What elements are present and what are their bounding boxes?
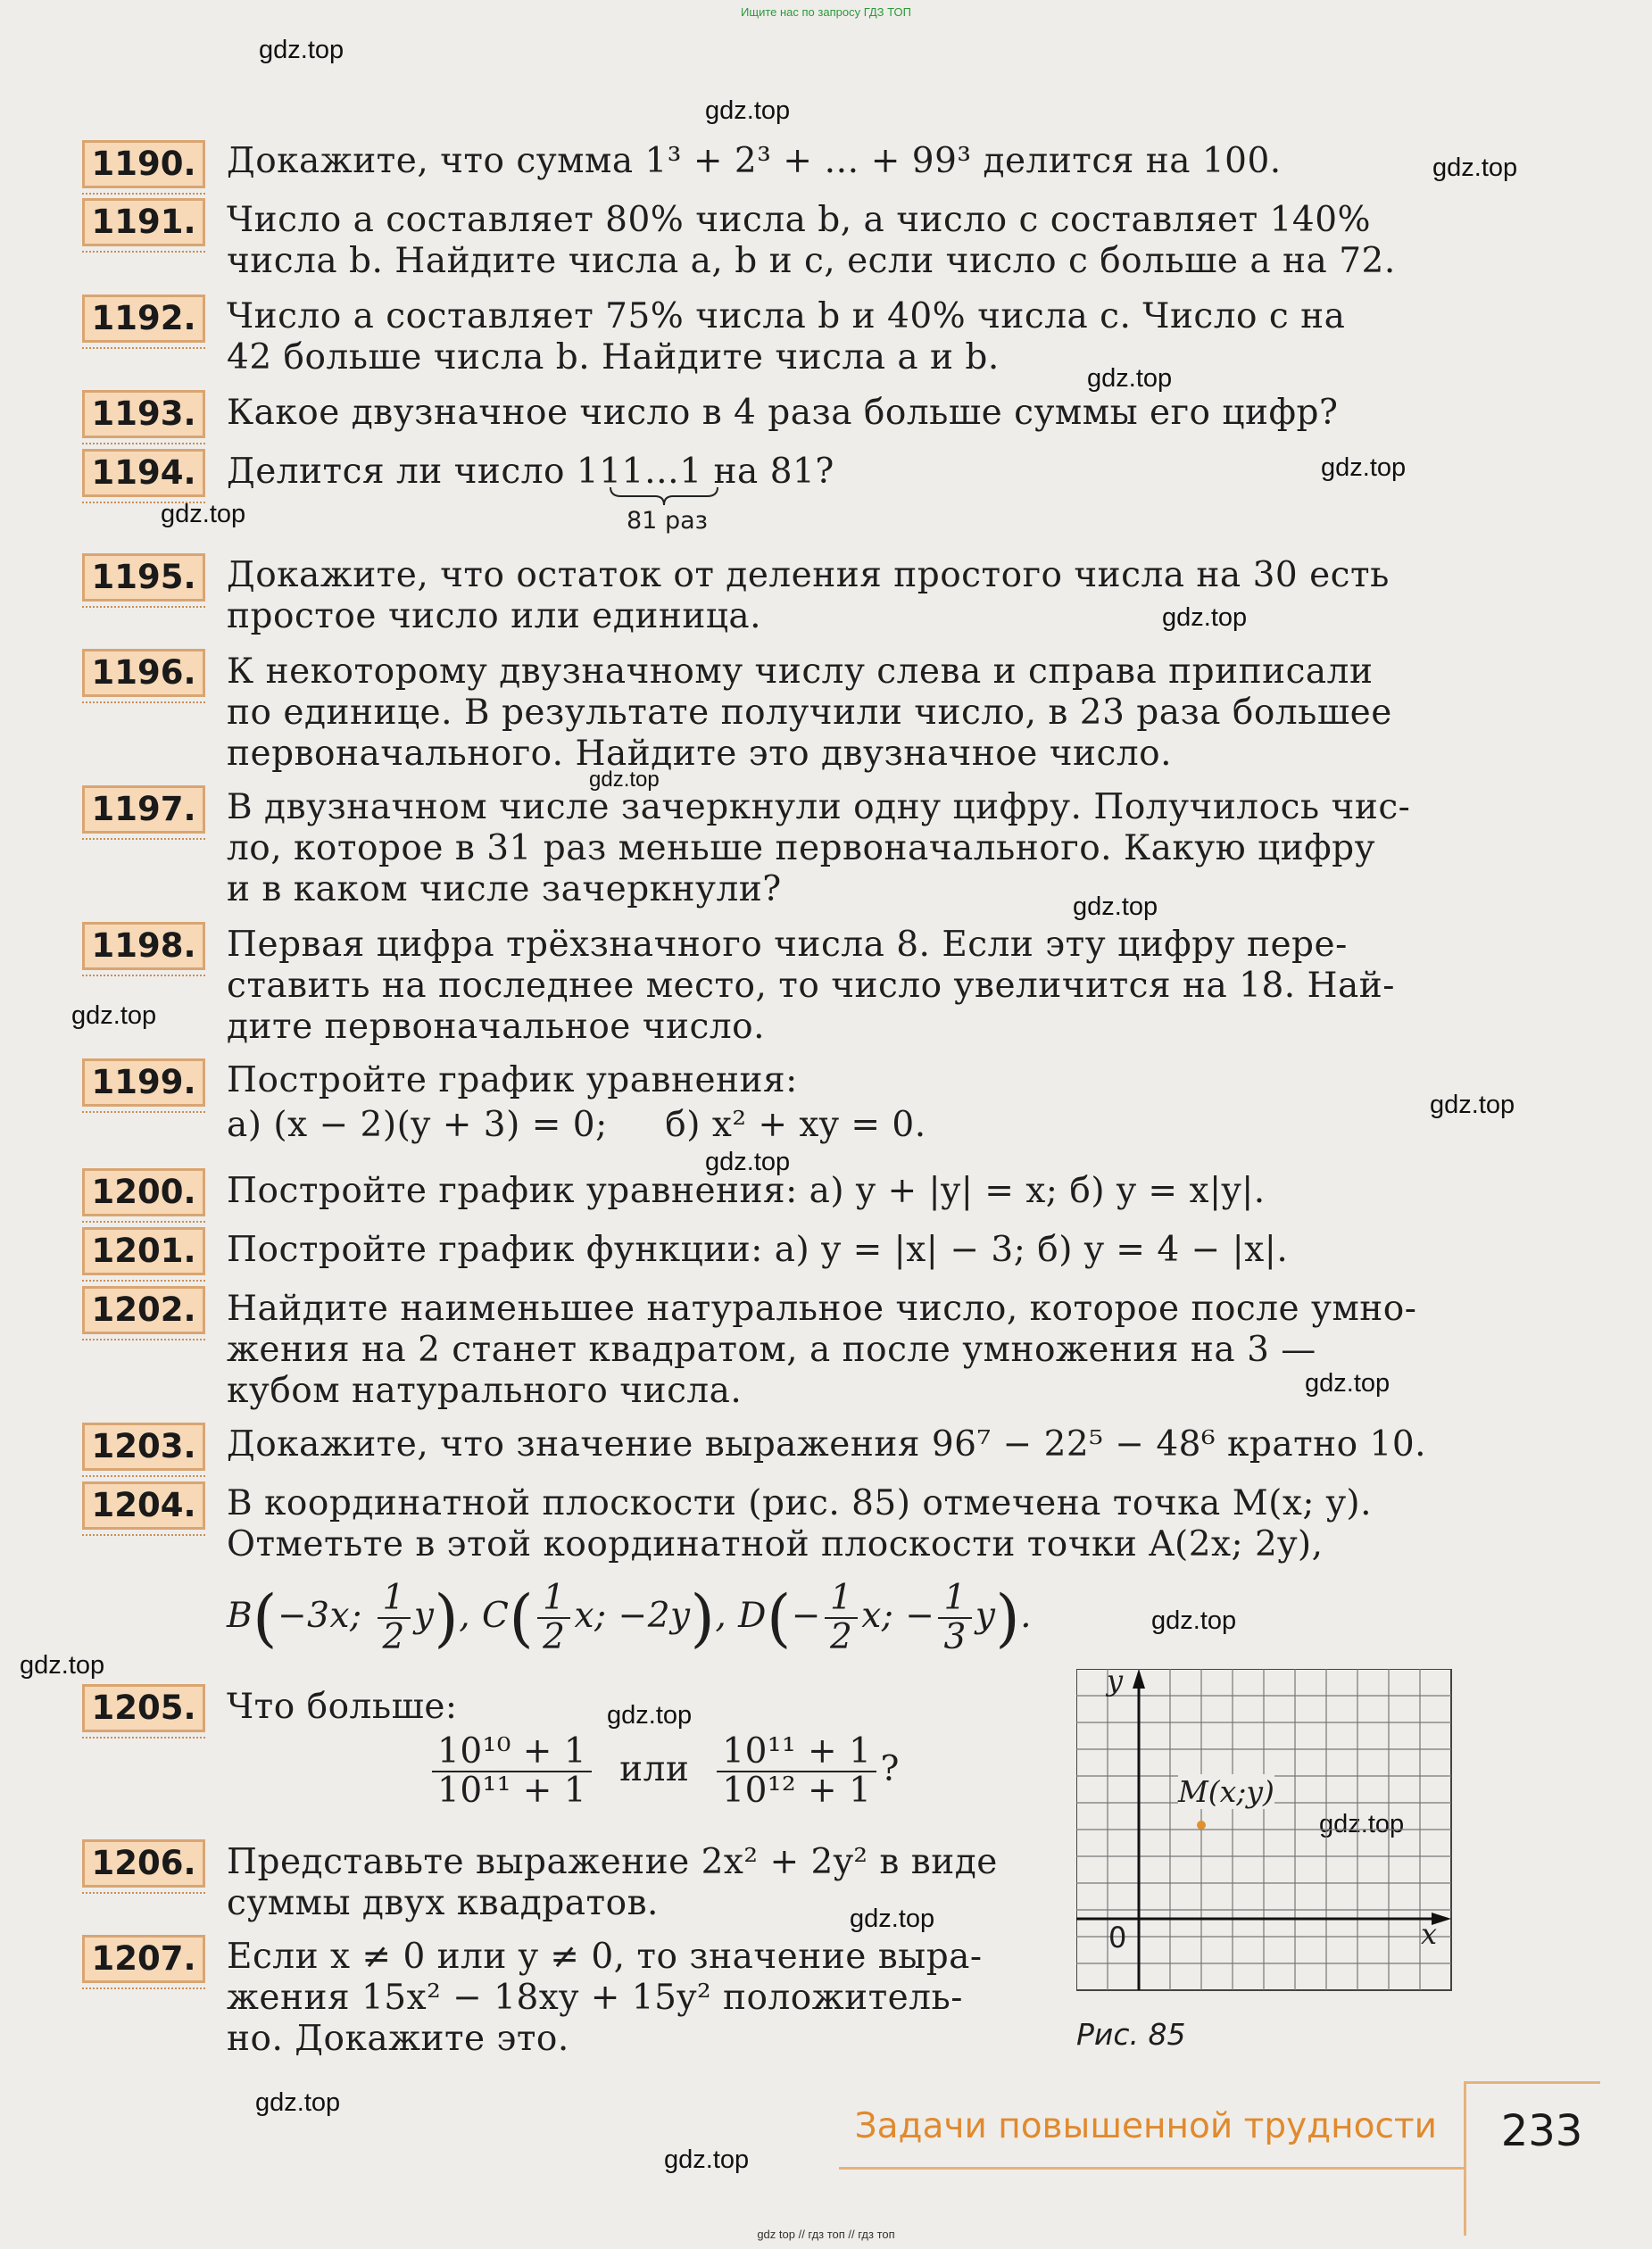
point-m [1197,1821,1206,1830]
underbrace-label: 81 раз [627,507,708,535]
problem-text: простое число или единица. [227,596,762,636]
origin-label: 0 [1108,1921,1127,1954]
watermark: gdz.top [1432,154,1518,182]
watermark: gdz.top [20,1651,105,1680]
watermark: gdz.top [1305,1369,1391,1398]
figure-caption: Рис. 85 [1076,2017,1186,2052]
watermark: gdz.top [607,1701,693,1730]
watermark: gdz.top [1319,1810,1405,1838]
bottom-banner: gdz top // гдз топ // гдз топ [757,2228,895,2241]
problem-text: Если x ≠ 0 или y ≠ 0, то значение выра- [227,1937,983,1977]
problem-number: 1198. [82,922,205,970]
problem-text: но. Докажите это. [227,2019,569,2059]
watermark: gdz.top [705,96,791,125]
problem-number: 1196. [82,649,205,697]
watermark: gdz.top [255,2088,341,2117]
problem-number: 1202. [82,1286,205,1334]
watermark: gdz.top [705,1148,791,1176]
watermark: gdz.top [850,1905,935,1933]
problem-number: 1200. [82,1168,205,1216]
problem-text: К некоторому двузначному числу слева и справа приписали [227,651,1374,692]
watermark: gdz.top [1321,453,1407,482]
problem-text: ставить на последнее место, то число увеличится на 18. Най- [227,966,1395,1006]
problem-text: В координатной плоскости (рис. 85) отмечена точка M(x; y). [227,1483,1373,1523]
x-axis-label: x [1421,1917,1438,1951]
y-axis-arrow [1133,1669,1145,1689]
underbrace [609,485,719,507]
footer-divider [839,2167,1464,2170]
problem-number: 1199. [82,1058,205,1107]
problem-text: Постройте график функции: а) y = |x| − 3; б) y = 4 − |x|. [227,1230,1289,1270]
problem-text: суммы двух квадратов. [227,1883,659,1923]
problem-text: ло, которое в 31 раз меньше первоначального. Какую цифру [227,828,1376,868]
problem-text: Какое двузначное число в 4 раза больше суммы его цифр? [227,393,1339,433]
problem-number: 1193. [82,390,205,438]
problem-number: 1192. [82,295,205,343]
page-number-box [1464,2081,1600,2236]
problem-number: 1197. [82,785,205,834]
problem-text: Что больше: [227,1687,458,1727]
problem-number: 1191. [82,198,205,246]
problem-text: по единице. В результате получили число, в 23 раза большее [227,693,1392,733]
problem-number: 1194. [82,449,205,497]
problem-text: числа b. Найдите числа a, b и c, если число c больше a на 72. [227,241,1396,281]
problem-text: жения 15x² − 18xy + 15y² положитель- [227,1978,963,2018]
problem-number: 1204. [82,1481,205,1530]
problem-text: В двузначном числе зачеркнули одну цифру. Получилось чис- [227,787,1411,827]
watermark: gdz.top [1073,892,1158,921]
watermark: gdz.top [664,2145,750,2174]
problem-number: 1201. [82,1227,205,1275]
watermark: gdz.top [1162,603,1248,632]
problem-text: кубом натурального числа. [227,1371,743,1411]
problem-number: 1206. [82,1839,205,1888]
coordinate-figure [1076,1669,1458,1992]
watermark: gdz.top [1151,1606,1237,1635]
watermark: gdz.top [1087,364,1173,393]
problem-text: Представьте выражение 2x² + 2y² в виде [227,1842,998,1882]
problem-text: Делится ли число 111…1 на 81? [227,452,834,492]
problem-text: Отметьте в этой координатной плоскости точки A(2x; 2y), [227,1524,1324,1564]
problem-text: Число a составляет 75% числа b и 40% числа c. Число c на [227,296,1346,336]
problem-text: и в каком числе зачеркнули? [227,869,782,909]
problem-text: 42 больше числа b. Найдите числа a и b. [227,337,1000,378]
problem-number: 1195. [82,553,205,602]
problem-text: Докажите, что значение выражения 96⁷ − 22⁵ − 48⁶ кратно 10. [227,1424,1427,1465]
watermark: gdz.top [589,768,660,792]
top-banner: Ищите нас по запросу ГДЗ ТОП [741,5,911,19]
watermark: gdz.top [161,500,246,528]
problem-text: Число a составляет 80% числа b, а число c составляет 140% [227,200,1372,240]
problem-text: дите первоначальное число. [227,1007,766,1047]
watermark: gdz.top [259,36,345,64]
problem-number: 1207. [82,1935,205,1983]
problem-text: первоначального. Найдите это двузначное число. [227,734,1172,774]
watermark: gdz.top [1430,1091,1515,1119]
points-line: B(−3x; $\frac{1}{2}$ y), C( $\frac{1}{2}$ x; −2y), D(− $\frac{1}{2}$ x; − $\frac{1}{3}$ y). [227,1578,1033,1657]
y-axis-label: y [1107,1664,1124,1697]
problem-text: Постройте график уравнения: а) y + |y| = x; б) y = x|y|. [227,1171,1266,1211]
problem-text: Первая цифра трёхзначного числа 8. Если эту цифру пере- [227,925,1348,965]
problem-text: Постройте график уравнения: [227,1060,798,1100]
page-number: 233 [1500,2106,1583,2156]
fraction-comparison: $\frac{\text{10¹⁰ + 1}}{\text{10¹¹ + 1}}$ или $\frac{\text{10¹¹ + 1}}{\text{10¹² + 1}}$ ? [428,1733,1652,1810]
section-title: Задачи повышенной трудности [854,2106,1437,2146]
watermark: gdz.top [71,1001,157,1030]
problem-text: Докажите, что сумма 1³ + 2³ + … + 99³ делится на 100. [227,141,1282,181]
problem-text: Найдите наименьшее натуральное число, которое после умно- [227,1289,1417,1329]
problem-number: 1205. [82,1684,205,1732]
problem-text: жения на 2 станет квадратом, а после умножения на 3 — [227,1330,1316,1370]
problem-number: 1190. [82,140,205,188]
point-label: M(x;y) [1178,1774,1274,1809]
problem-text: а) (x − 2)(y + 3) = 0; б) x² + xy = 0. [227,1105,926,1145]
problem-text: Докажите, что остаток от деления простого числа на 30 есть [227,555,1390,595]
problem-number: 1203. [82,1423,205,1471]
